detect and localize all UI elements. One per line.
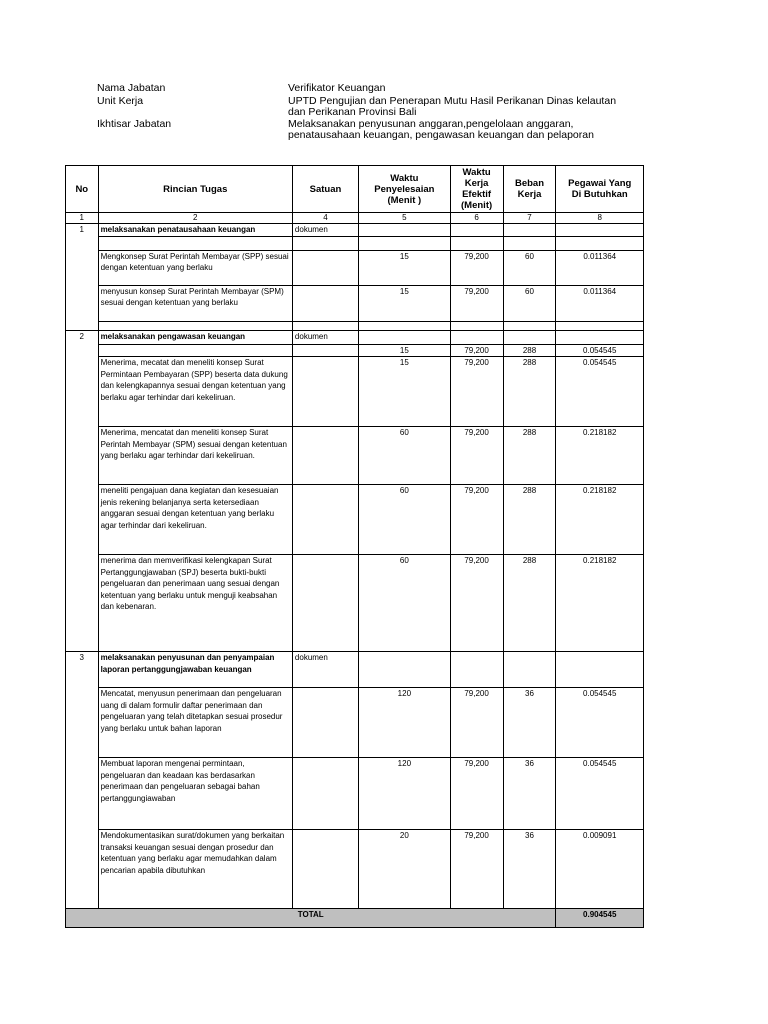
task-waktu-penyelesaian: 15 bbox=[359, 285, 451, 321]
value-ikhtisar-line-1: Melaksanakan penyusunan anggaran,pengelolaan anggaran, bbox=[288, 118, 574, 130]
task-pegawai: 0.218182 bbox=[556, 555, 644, 652]
task-beban: 288 bbox=[503, 357, 556, 427]
task-waktu-penyelesaian: 60 bbox=[359, 555, 451, 652]
table-row bbox=[66, 285, 644, 321]
label-unit-kerja: Unit Kerja bbox=[97, 95, 144, 107]
col-header-wke-line-2: Kerja bbox=[464, 178, 489, 189]
col-header-wke-line-1: Waktu bbox=[462, 167, 491, 178]
total-value: 0.904545 bbox=[556, 909, 644, 928]
section-title: melaksanakan penyusunan dan penyampaian laporan pertanggungjawaban keuangan bbox=[98, 652, 292, 688]
task-waktu-kerja: 79,200 bbox=[450, 285, 503, 321]
task-waktu-kerja: 79,200 bbox=[450, 427, 503, 485]
section-title: melaksanakan penatausahaan keuangan bbox=[98, 224, 292, 237]
summary-waktu-kerja: 79,200 bbox=[450, 344, 503, 357]
task-waktu-penyelesaian: 15 bbox=[359, 250, 451, 285]
total-row bbox=[66, 909, 644, 928]
col-number: 8 bbox=[556, 213, 644, 224]
summary-waktu-penyelesaian: 15 bbox=[359, 344, 451, 357]
task-waktu-kerja: 79,200 bbox=[450, 688, 503, 758]
task-waktu-penyelesaian: 120 bbox=[359, 758, 451, 830]
section-summary-row bbox=[66, 344, 644, 357]
col-header-waktu-kerja bbox=[450, 166, 503, 213]
task-text: menyusun konsep Surat Perintah Membayar (SPM) sesuai dengan ketentuan yang berlaku bbox=[98, 285, 292, 321]
task-pegawai: 0.011364 bbox=[556, 285, 644, 321]
task-text: menerima dan memverifikasi kelengkapan Surat Pertanggungjawaban (SPJ) beserta bukti-bukti pengeluaran dan penerimaan uang sesuai dengan ketentuan yang berlaku untuk menguji keabsahan dan kebenaran. bbox=[98, 555, 292, 652]
section-satuan: dokumen bbox=[292, 224, 358, 237]
col-header-waktu-penyelesaian bbox=[359, 166, 451, 213]
task-waktu-kerja: 79,200 bbox=[450, 758, 503, 830]
col-number: 5 bbox=[359, 213, 451, 224]
table-row bbox=[66, 758, 644, 830]
value-unit-kerja bbox=[288, 96, 648, 118]
value-unit-kerja-line-2: dan Perikanan Provinsi Bali bbox=[288, 106, 417, 118]
blank-row bbox=[66, 321, 644, 330]
task-pegawai: 0.009091 bbox=[556, 830, 644, 909]
col-number: 1 bbox=[66, 213, 99, 224]
label-ikhtisar-jabatan: Ikhtisar Jabatan bbox=[97, 118, 172, 130]
task-pegawai: 0.011364 bbox=[556, 250, 644, 285]
col-header-no: No bbox=[66, 166, 99, 213]
task-waktu-kerja: 79,200 bbox=[450, 357, 503, 427]
rincian-tugas-table bbox=[65, 165, 644, 928]
col-number: 6 bbox=[450, 213, 503, 224]
task-waktu-penyelesaian: 120 bbox=[359, 688, 451, 758]
task-pegawai: 0.218182 bbox=[556, 427, 644, 485]
task-text: Menerima, mencatat dan meneliti konsep Surat Perintah Membayar (SPM) sesuai dengan ketentuan yang berlaku agar terhindar dari kekeliruan. bbox=[98, 427, 292, 485]
table-row bbox=[66, 250, 644, 285]
task-pegawai: 0.054545 bbox=[556, 688, 644, 758]
col-header-pegawai bbox=[556, 166, 644, 213]
summary-pegawai: 0.054545 bbox=[556, 344, 644, 357]
table-row bbox=[66, 357, 644, 427]
section-satuan: dokumen bbox=[292, 652, 358, 688]
task-beban: 36 bbox=[503, 830, 556, 909]
col-header-pegawai-line-1: Pegawai Yang bbox=[568, 178, 632, 189]
col-header-beban bbox=[503, 166, 556, 213]
task-waktu-penyelesaian: 20 bbox=[359, 830, 451, 909]
table-header-row bbox=[66, 166, 644, 213]
task-text: Mengkonsep Surat Perintah Membayar (SPP) sesuai dengan ketentuan yang berlaku bbox=[98, 250, 292, 285]
task-text: Menerima, mecatat dan meneliti konsep Surat Permintaan Pembayaran (SPP) beserta data dukung dan kelengkapannya sesuai dengan ketentuan yang berlaku agar terhindar dari kekeliruan. bbox=[98, 357, 292, 427]
col-number: 7 bbox=[503, 213, 556, 224]
col-header-beban-line-2: Kerja bbox=[517, 189, 542, 200]
section-no: 2 bbox=[66, 330, 99, 344]
task-text: Mendokumentasikan surat/dokumen yang berkaitan transaksi keuangan sesuai dengan prosedur dan ketentuan yang berlaku agar memudahkan dalam pencarian apabila dibutuhkan bbox=[98, 830, 292, 909]
value-ikhtisar-line-2: penatausahaan keuangan, pengawasan keuangan dan pelaporan bbox=[288, 129, 594, 141]
section-satuan: dokumen bbox=[292, 330, 358, 344]
table-row bbox=[66, 427, 644, 485]
col-header-wp-line-2: Penyelesaian bbox=[374, 183, 435, 195]
value-ikhtisar-jabatan bbox=[288, 119, 648, 141]
summary-beban: 288 bbox=[503, 344, 556, 357]
task-text: Membuat laporan mengenai permintaan, pengeluaran dan keadaan kas berdasarkan penerimaan dan pengeluaran sebagai bahan pertanggungiawaban bbox=[98, 758, 292, 830]
task-beban: 36 bbox=[503, 688, 556, 758]
section-row bbox=[66, 652, 644, 688]
task-waktu-penyelesaian: 60 bbox=[359, 427, 451, 485]
task-waktu-penyelesaian: 15 bbox=[359, 357, 451, 427]
task-beban: 288 bbox=[503, 555, 556, 652]
task-waktu-kerja: 79,200 bbox=[450, 250, 503, 285]
col-header-rincian: Rincian Tugas bbox=[98, 166, 292, 213]
task-pegawai: 0.054545 bbox=[556, 758, 644, 830]
task-waktu-kerja: 79,200 bbox=[450, 830, 503, 909]
task-beban: 60 bbox=[503, 285, 556, 321]
task-beban: 288 bbox=[503, 485, 556, 555]
total-label: TOTAL bbox=[66, 909, 556, 928]
col-header-wp-line-1: Waktu bbox=[390, 172, 419, 184]
col-header-beban-line-1: Beban bbox=[514, 178, 545, 189]
task-text: Mencatat, menyusun penerimaan dan pengeluaran uang di dalam formulir daftar penerimaan dan pengeluaran yang telah ditetapkan sesuai prosedur yang berlaku untuk bahan laporan bbox=[98, 688, 292, 758]
table-row bbox=[66, 688, 644, 758]
label-nama-jabatan: Nama Jabatan bbox=[97, 82, 166, 94]
col-header-pegawai-line-2: Di Butuhkan bbox=[571, 189, 628, 200]
task-beban: 36 bbox=[503, 758, 556, 830]
col-header-wke-line-4: (Menit) bbox=[461, 200, 493, 211]
value-nama-jabatan: Verifikator Keuangan bbox=[288, 82, 386, 94]
task-pegawai: 0.218182 bbox=[556, 485, 644, 555]
col-number: 2 bbox=[98, 213, 292, 224]
task-waktu-kerja: 79,200 bbox=[450, 555, 503, 652]
task-waktu-penyelesaian: 60 bbox=[359, 485, 451, 555]
section-no: 1 bbox=[66, 224, 99, 237]
section-row bbox=[66, 224, 644, 237]
col-number: 4 bbox=[292, 213, 358, 224]
section-row bbox=[66, 330, 644, 344]
task-text: meneliti pengajuan dana kegiatan dan kesesuaian jenis rekening belanjanya serta ketersediaan anggaran sesuai dengan ketentuan yang berlaku agar terhindar dari kekeliruan. bbox=[98, 485, 292, 555]
blank-row bbox=[66, 236, 644, 250]
task-beban: 60 bbox=[503, 250, 556, 285]
column-numbering-row bbox=[66, 213, 644, 224]
task-pegawai: 0.054545 bbox=[556, 357, 644, 427]
col-header-satuan: Satuan bbox=[292, 166, 358, 213]
task-beban: 288 bbox=[503, 427, 556, 485]
col-header-wke-line-3: Efektif bbox=[462, 189, 492, 200]
table-row bbox=[66, 555, 644, 652]
table-row bbox=[66, 830, 644, 909]
table-row bbox=[66, 485, 644, 555]
section-no: 3 bbox=[66, 652, 99, 688]
task-waktu-kerja: 79,200 bbox=[450, 485, 503, 555]
value-unit-kerja-line-1: UPTD Pengujian dan Penerapan Mutu Hasil Perikanan Dinas kelautan bbox=[288, 95, 617, 107]
col-header-wp-line-3: (Menit ) bbox=[387, 194, 422, 206]
section-title: melaksanakan pengawasan keuangan bbox=[98, 330, 292, 344]
